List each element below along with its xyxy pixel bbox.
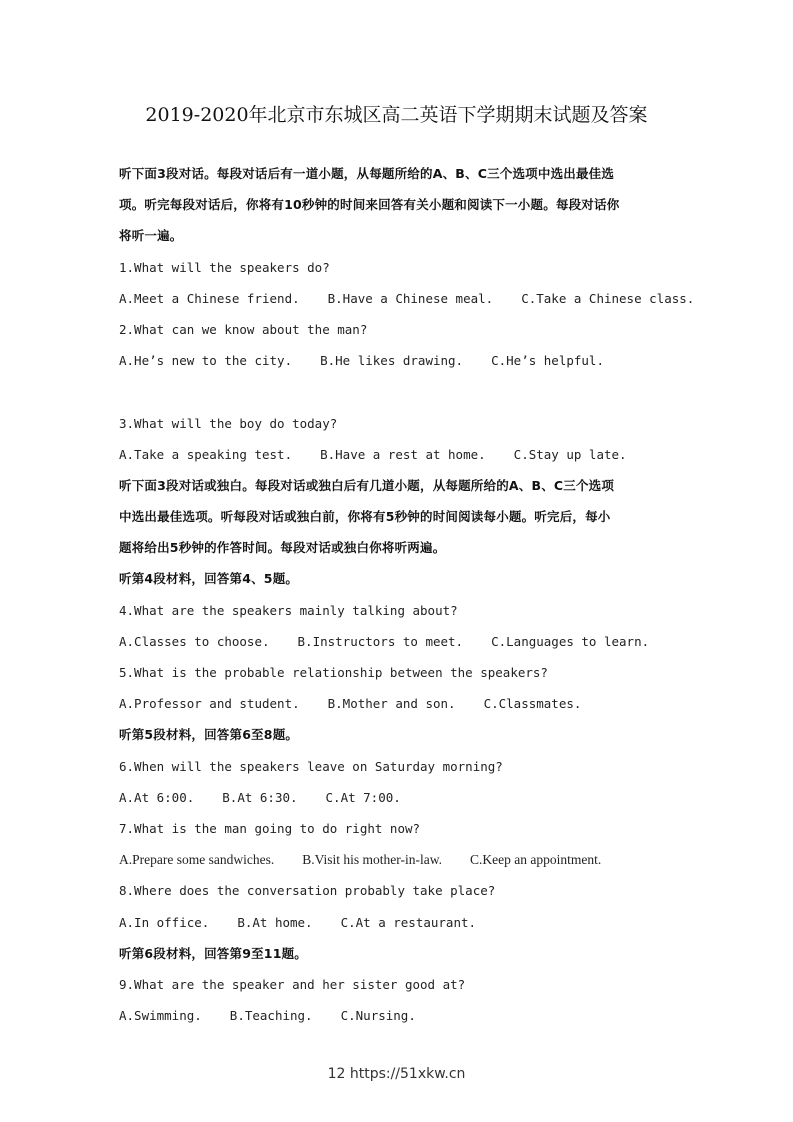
option-b: B.Have a rest at home. <box>320 446 486 462</box>
option-b: B.He likes drawing. <box>320 353 464 369</box>
option-c: C.Nursing. <box>340 1008 416 1024</box>
option-c: C.Languages to learn. <box>491 633 650 649</box>
answer-options <box>119 844 679 875</box>
question-text: 7.What is the man going to do right now? <box>119 820 421 836</box>
option-b: B.Visit his mother-in-law. <box>302 852 442 868</box>
answer-options <box>119 907 679 938</box>
section-heading: 听第6段材料，回答第9至11题。 <box>119 945 307 961</box>
answer-options <box>119 345 679 376</box>
option-c: C.Classmates. <box>483 696 582 712</box>
option-c: C.Keep an appointment. <box>470 852 602 868</box>
page-footer: 12 https://51xkw.cn <box>327 1066 466 1082</box>
option-a: A.Classes to choose. <box>119 633 270 649</box>
option-a: A.In office. <box>119 914 210 930</box>
question-text: 3.What will the boy do today? <box>119 415 338 431</box>
option-a: A.He’s new to the city. <box>119 353 293 369</box>
section-heading: 听第5段材料，回答第6至8题。 <box>119 727 299 743</box>
section-heading: 听第4段材料，回答第4、5题。 <box>119 571 299 587</box>
option-a: A.Prepare some sandwiches. <box>119 852 275 868</box>
question-text: 8.Where does the conversation probably take place? <box>119 883 496 899</box>
instruction-line: 中选出最佳选项。听每段对话或独白前，你将有5秒钟的时间阅读每小题。听完后，每小 <box>119 509 611 525</box>
instruction-line: 题将给出5秒钟的作答时间。每段对话或独白你将听两遍。 <box>119 540 446 556</box>
option-c: C.Stay up late. <box>513 446 627 462</box>
option-a: A.Professor and student. <box>119 696 300 712</box>
option-c: C.He’s helpful. <box>491 353 604 369</box>
question-text: 1.What will the speakers do? <box>119 259 330 275</box>
option-b: B.Have a Chinese meal. <box>327 290 494 306</box>
question-text: 9.What are the speaker and her sister good at? <box>119 976 466 992</box>
option-b: B.Mother and son. <box>327 696 456 712</box>
option-a: A.Swimming. <box>119 1008 202 1024</box>
option-a: A.At 6:00. <box>119 789 195 805</box>
option-b: B.Teaching. <box>229 1008 313 1024</box>
page-title: 2019-2020年北京市东城区高二英语下学期期末试题及答案 <box>145 104 648 126</box>
answer-options <box>119 283 695 314</box>
question-text: 6.When will the speakers leave on Saturday morning? <box>119 758 503 774</box>
instruction-line: 将听一遍。 <box>119 228 183 244</box>
question-text: 2.What can we know about the man? <box>119 321 368 337</box>
document-body <box>119 158 695 1031</box>
option-c: C.At a restaurant. <box>340 914 477 930</box>
answer-options <box>119 439 679 470</box>
option-a: A.Take a speaking test. <box>119 446 293 462</box>
option-c: C.At 7:00. <box>325 789 401 805</box>
answer-options <box>119 688 679 719</box>
answer-options <box>119 626 679 657</box>
option-c: C.Take a Chinese class. <box>521 290 695 306</box>
option-b: B.At home. <box>237 914 313 930</box>
instruction-line: 听下面3段对话。每段对话后有一道小题，从每题所给的A、B、C三个选项中选出最佳选 <box>119 166 615 181</box>
instruction-line: 项。听完每段对话后，你将有10秒钟的时间来回答有关小题和阅读下一小题。每段对话你 <box>119 197 620 213</box>
question-text: 4.What are the speakers mainly talking about? <box>119 602 458 618</box>
option-b: B.Instructors to meet. <box>297 633 464 649</box>
answer-options <box>119 1000 679 1031</box>
option-a: A.Meet a Chinese friend. <box>119 290 300 306</box>
answer-options <box>119 782 679 813</box>
blank-line <box>119 376 679 407</box>
option-b: B.At 6:30. <box>222 789 298 805</box>
question-text: 5.What is the probable relationship between the speakers? <box>119 665 548 680</box>
instruction-line: 听下面3段对话或独白。每段对话或独白后有几道小题，从每题所给的A、B、C三个选项 <box>119 477 615 493</box>
